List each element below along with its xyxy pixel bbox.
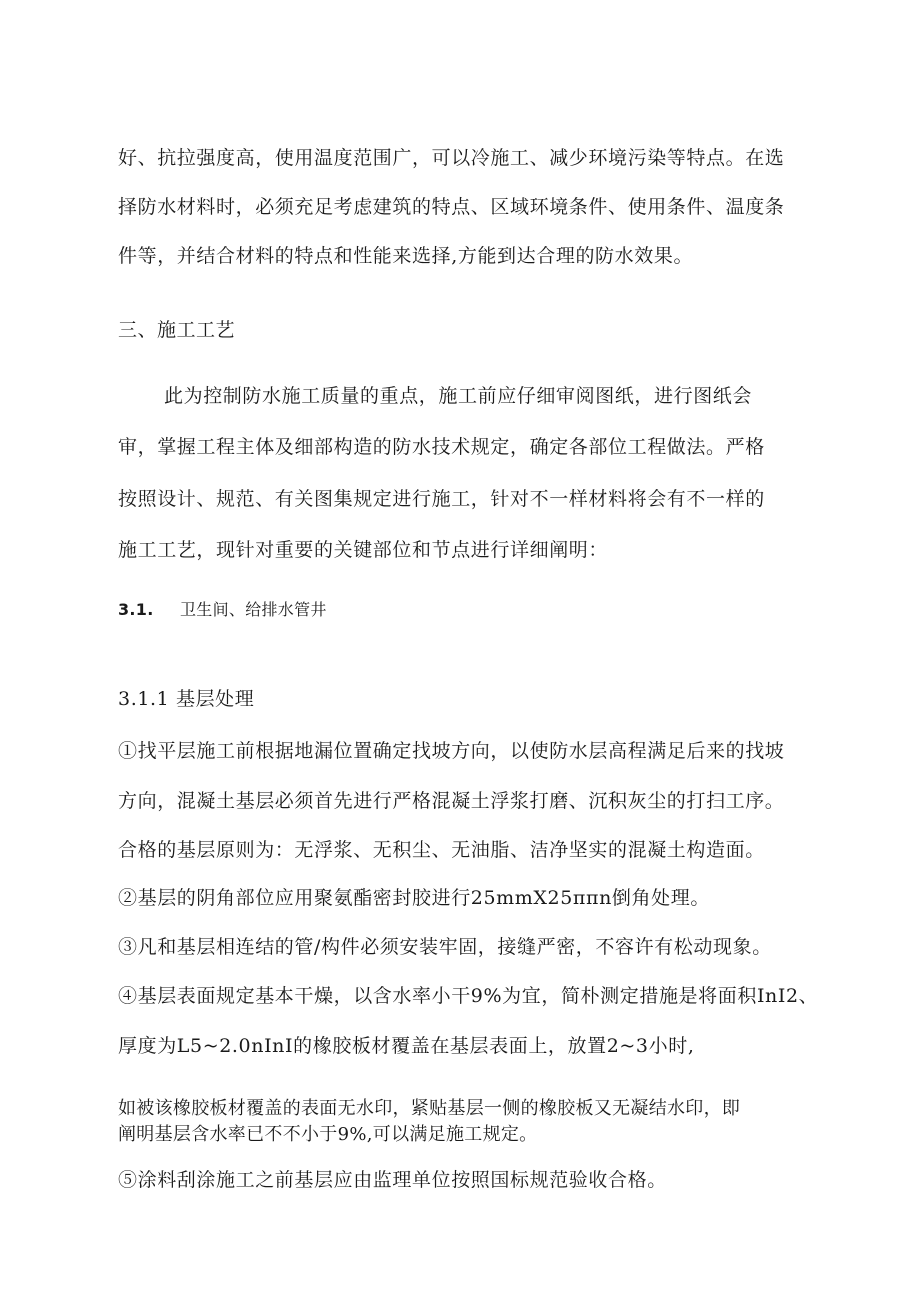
paragraph-1-line-1: 好、抗拉强度高，使用温度范围广，可以冷施工、减少环境污染等特点。在选 <box>118 147 785 169</box>
paragraph-2-line-1: 此为控制防水施工质量的重点，施工前应仔细审阅图纸，进行图纸会 <box>164 385 753 407</box>
paragraph-1-line-2: 择防水材料时，必须充足考虑建筑的特点、区域环境条件、使用条件、温度条 <box>118 196 785 218</box>
item-line-2: 方向，混凝土基层必须首先进行严格混凝土浮浆打磨、沉积灰尘的打扫工序。 <box>118 790 785 812</box>
subsection-number: 3.1. <box>118 600 154 619</box>
subsubsection-heading: 3.1.1 基层处理 <box>118 688 255 710</box>
item-line-5: ③凡和基层相连结的管/构件必须安装牢固，接缝严密，不容许有松动现象。 <box>118 936 772 958</box>
item-line-7: 厚度为L5~2.0nInI的橡胶板材覆盖在基层表面上，放置2~3小时, <box>118 1035 695 1057</box>
subsection-title: 卫生间、给排水管井 <box>180 600 327 619</box>
item-line-4: ②基层的阴角部位应用聚氨酯密封胶进行25mmX25ππn倒角处理。 <box>118 887 710 909</box>
paragraph-2-line-3: 按照设计、规范、有关图集规定进行施工，针对不一样材料将会有不一样的 <box>118 488 765 510</box>
paragraph-1-line-3: 件等，并结合材料的特点和性能来选择,方能到达合理的防水效果。 <box>118 245 694 267</box>
paragraph-2-line-4: 施工工艺，现针对重要的关键部位和节点进行详细阐明： <box>118 539 609 561</box>
subsection-heading <box>118 598 327 622</box>
item-line-8: 如被该橡胶板材覆盖的表面无水印，紧贴基层一侧的橡胶板又无凝结水印，即 <box>118 1098 741 1119</box>
item-line-3: 合格的基层原则为：无浮浆、无积尘、无油脂、洁净坚实的混凝土构造面。 <box>118 839 765 861</box>
paragraph-2-line-2: 审，掌握工程主体及细部构造的防水技术规定，确定各部位工程做法。严格 <box>118 436 765 458</box>
item-line-10: ⑤涂料刮涂施工之前基层应由监理单位按照国标规范验收合格。 <box>118 1169 667 1191</box>
item-line-6: ④基层表面规定基本干燥，以含水率小干9%为宜，简朴测定措施是将面积InI2、 <box>118 985 819 1007</box>
item-line-1: ①找平层施工前根据地漏位置确定找坡方向，以使防水层高程满足后来的找坡 <box>118 740 785 762</box>
section-heading: 三、施工工艺 <box>118 319 236 341</box>
item-line-9: 阐明基层含水率已不不小于9%,可以满足施工规定。 <box>118 1124 538 1145</box>
